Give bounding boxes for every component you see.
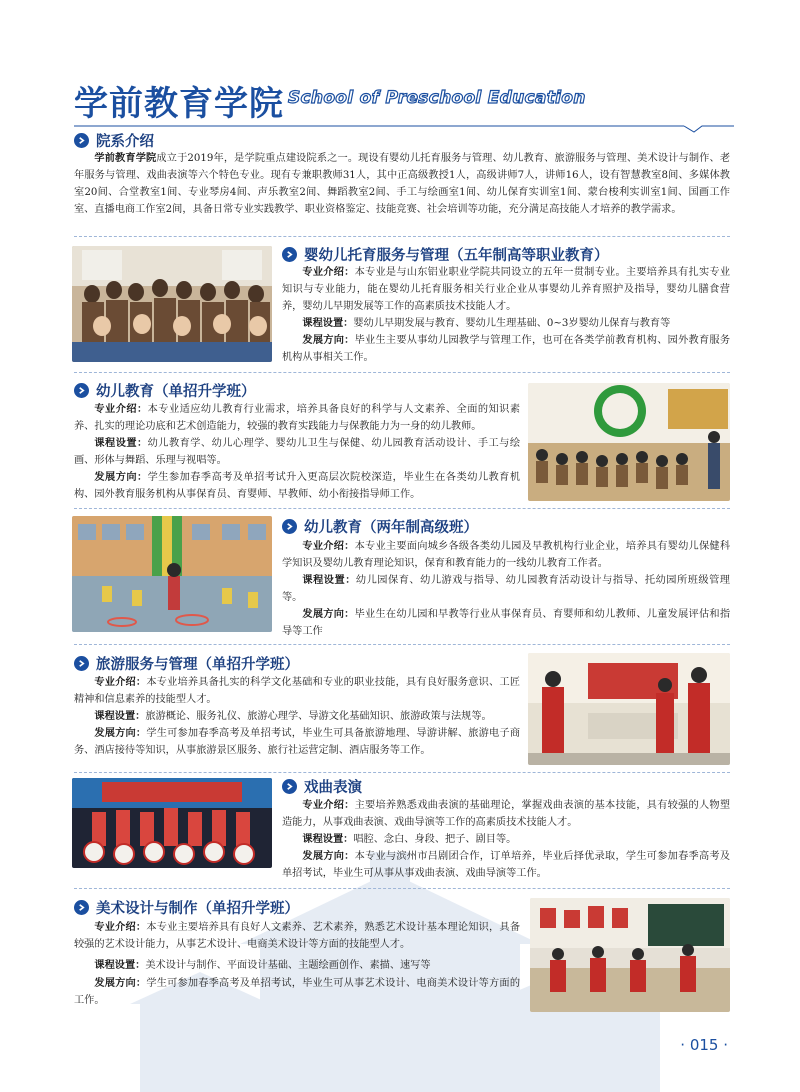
section-divider [74,888,730,889]
major-3-intro-text: 本专业主要面向城乡各级各类幼儿园及早教机构行业企业，培养具有婴幼儿保健科学知识及婴幼儿教育理论知识，保育和教育能力的一线幼儿教育工作者。 [282,541,731,569]
major-4-direction-text: 学生可参加春季高考及单招考试，毕业生可具备旅游地理、导游讲解、旅游电子商务、酒店接待等知识，从事旅游景区服务、旅行社运营定制、酒店服务等工作。 [74,728,521,756]
major-1-courses-text: 婴幼儿早期发展与教育、婴幼儿生理基础、0~3岁婴幼儿保育与教育等 [353,318,671,329]
label-direction: 发展方向： [302,335,355,346]
photo-opera-performance [72,778,272,868]
major-4-courses [74,708,520,725]
chevron-right-icon [282,247,297,262]
section-heading-major-6 [74,897,299,917]
label-courses: 课程设置： [302,575,356,586]
major-2-intro [74,401,520,435]
section-title: 幼儿教育（单招升学班） [96,383,256,400]
section-heading-major-5 [282,776,362,796]
section-heading-major-3 [282,516,478,536]
major-6-intro-text: 本专业主要培养具有良好人文素养、艺术素养，熟悉艺术设计基本理论知识，具备较强的艺术设计能力，从事艺术设计、电商美术设计等方面的技能型人才。 [74,922,521,950]
header-underline [74,124,734,134]
major-2-direction [74,469,520,503]
photo-nursery-students [72,246,272,362]
major-5-direction-text: 本专业与滨州市吕剧团合作，订单培养，毕业后择优录取，学生可参加春季高考及单招考试，毕业生可从事从事戏曲表演、戏曲导演等工作。 [282,851,731,879]
chevron-right-icon [74,656,89,671]
major-1-courses [282,315,730,332]
intro-paragraph [74,150,730,218]
section-divider [74,508,730,509]
label-intro: 专业介绍： [94,677,147,688]
intro-text: 成立于2019年，是学院重点建设院系之一。现设有婴幼儿托育服务与管理、幼儿教育、旅游服务与管理、美术设计与制作、老年服务与管理、戏曲表演等六个特色专业。现有专兼职教师31人，其中正高级教授1人，高级讲师7人，讲师16人，设有智慧教室8间、多媒体教室20间、合堂教室1间、专业琴房4间、声乐教室2间、舞蹈教室2间、手工与绘画室1间、幼儿保育实训室1间、蒙台梭利实训室1间、国画工作室、直播电商工作室2间，具备日常专业实践教学、职业资格鉴定、技能竞赛、社会培训等功能，充分满足高技能人才培养的教学需求。 [74,153,731,215]
photo-art-studio [530,898,730,1012]
major-3-direction [282,606,730,640]
major-1-direction-text: 毕业生主要从事幼儿园教学与管理工作，也可在各类学前教育机构、园外教育服务机构从事相关工作。 [282,335,731,363]
major-5-intro [282,797,730,831]
section-divider [74,372,730,373]
section-title: 美术设计与制作（单招升学班） [96,900,299,917]
label-courses: 课程设置： [94,960,146,971]
major-3-direction-text: 毕业生在幼儿园和早教等行业从事保育员、育婴师和幼儿教师、儿童发展评估和指导等工作 [282,609,731,637]
major-6-direction-text: 学生可参加春季高考及单招考试，毕业生可从事艺术设计、电商美术设计等方面的工作。 [74,978,521,1006]
label-intro: 专业介绍： [302,541,355,552]
major-6-courses-text: 美术设计与制作、平面设计基础、主题绘画创作、素描、速写等 [145,960,431,971]
label-direction: 发展方向： [302,851,355,862]
section-heading-major-4 [74,653,299,673]
major-2-direction-text: 学生参加春季高考及单招考试升入更高层次院校深造，毕业生在各类幼儿教育机构、园外教育服务机构从事保育员、育婴师、早教师、幼小衔接指导师工作。 [74,472,521,500]
photo-outdoor-play [72,516,272,632]
section-title: 旅游服务与管理（单招升学班） [96,656,299,673]
major-5-courses [282,831,730,848]
section-divider [74,236,730,237]
page-title: 学前教育学院 [74,84,284,124]
label-direction: 发展方向： [302,609,355,620]
section-title: 院系介绍 [96,133,154,150]
major-1-direction [282,332,730,366]
section-title: 婴幼儿托育服务与管理（五年制高等职业教育） [304,247,609,264]
section-heading-major-1 [282,244,609,264]
section-divider [74,644,730,645]
label-direction: 发展方向： [94,472,148,483]
major-1-intro-text: 本专业是与山东铝业职业学院共同设立的五年一贯制专业。主要培养具有扎实专业知识与专业能力，能在婴幼儿托育服务相关行业企业从事婴幼儿养育照护及指导，婴幼儿膳食营养，婴幼儿早期发展等工作的高素质技术技能人才。 [282,267,731,312]
major-6-direction [74,975,520,1009]
section-heading-intro [74,130,154,150]
major-2-courses-text: 幼儿教育学、幼儿心理学、婴幼儿卫生与保健、幼儿园教育活动设计、手工与绘画、形体与舞蹈、乐理与视唱等。 [74,438,521,466]
major-4-intro-text: 本专业培养具备扎实的科学文化基础和专业的职业技能，具有良好服务意识、工匠精神和信息素养的技能型人才。 [74,677,521,705]
chevron-right-icon [74,900,89,915]
section-divider [74,772,730,773]
chevron-right-icon [282,519,297,534]
label-courses: 课程设置： [302,318,354,329]
photo-etiquette-performers [528,653,730,765]
major-3-courses-text: 幼儿园保育、幼儿游戏与指导、幼儿园教育活动设计与指导、托幼园所班级管理等。 [282,575,730,603]
major-6-intro [74,919,520,953]
major-4-courses-text: 旅游概论、服务礼仪、旅游心理学、导游文化基础知识、旅游政策与法规等。 [145,711,492,722]
page-title-english: School of Preschool Education [288,88,586,108]
label-intro: 专业介绍： [94,404,148,415]
intro-lead: 学前教育学院 [94,153,157,164]
major-5-intro-text: 主要培养熟悉戏曲表演的基础理论，掌握戏曲表演的基本技能，具有较强的人物塑造能力，从事戏曲表演、戏曲导演等工作的高素质技术技能人才。 [282,800,731,828]
label-direction: 发展方向： [94,978,147,989]
label-courses: 课程设置： [94,438,148,449]
major-1-intro [282,264,730,315]
chevron-right-icon [74,383,89,398]
section-title: 戏曲表演 [304,779,362,796]
major-5-direction [282,848,730,882]
major-2-courses [74,435,520,469]
label-intro: 专业介绍： [302,267,355,278]
section-title: 幼儿教育（两年制高级班） [304,519,478,536]
photo-kindergarten-class [528,383,730,501]
major-4-direction [74,725,520,759]
chevron-right-icon [74,133,89,148]
major-3-courses [282,572,730,606]
major-6-courses [74,957,520,974]
major-4-intro [74,674,520,708]
label-courses: 课程设置： [94,711,146,722]
label-direction: 发展方向： [94,728,147,739]
major-3-intro [282,538,730,572]
page-header [74,74,734,134]
section-heading-major-2 [74,380,256,400]
label-intro: 专业介绍： [302,800,355,811]
label-courses: 课程设置： [302,834,354,845]
chevron-right-icon [282,779,297,794]
major-2-intro-text: 本专业适应幼儿教育行业需求，培养具备良好的科学与人文素养、全面的知识素养、扎实的理论功底和艺术创造能力，较强的教育实践能力与保教能力为一身的幼儿教师。 [74,404,521,432]
page-number: · 015 · [680,1036,728,1054]
label-intro: 专业介绍： [94,922,147,933]
major-5-courses-text: 唱腔、念白、身段、把子、剧目等。 [353,834,517,845]
